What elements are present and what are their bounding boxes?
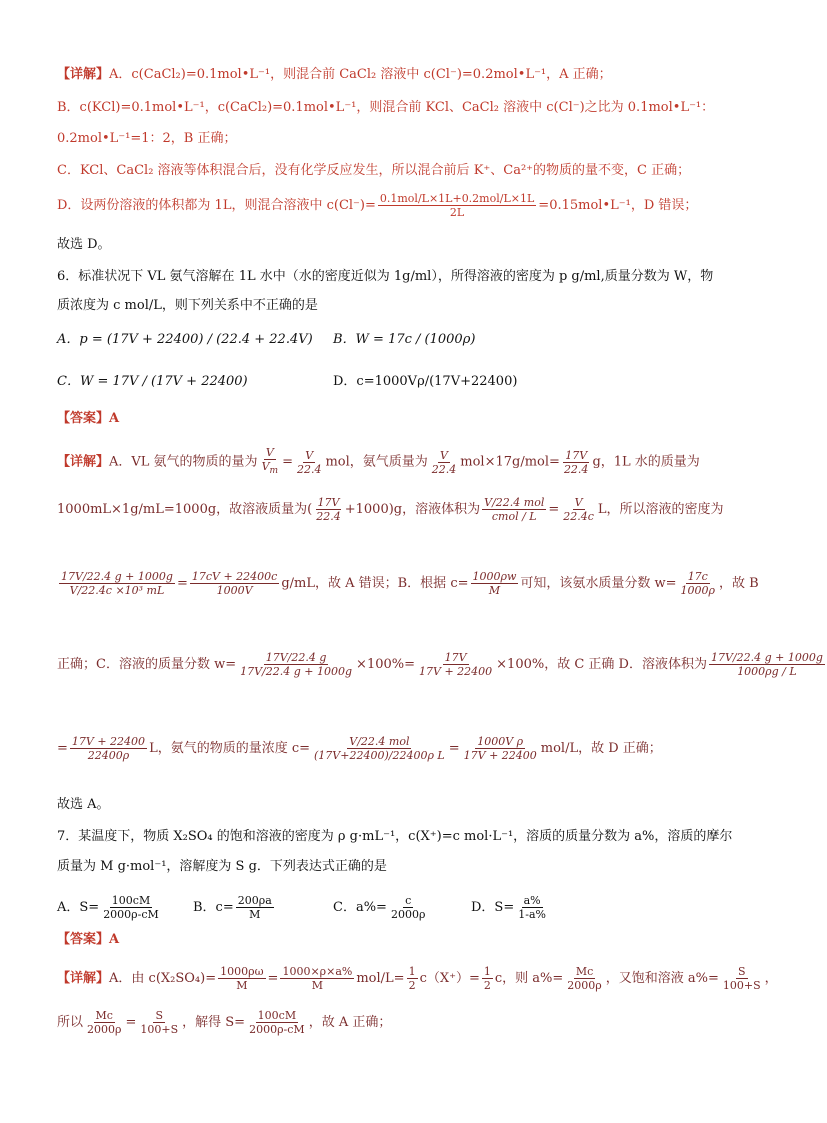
frac-num: 200ρa [237, 894, 272, 907]
text: 所以 [57, 1015, 84, 1030]
q5-line-d-post: =0.15mol•L⁻¹，D 错误； [538, 198, 698, 213]
frac-den: 2000ρ [390, 908, 426, 921]
text: L，氨气的物质的量浓度 c= [149, 741, 311, 756]
text: mol，氨气质量为 [325, 454, 428, 470]
opt-pre: A．S= [57, 900, 100, 915]
fraction: $\frac{S}{100+S}$ [140, 1009, 179, 1036]
opt-pre: B．c= [193, 900, 234, 915]
q6-option-a: A．p = (17V + 22400) / (22.4 + 22.4V) [57, 332, 313, 347]
fraction: $\frac{17V/22.4 g + 1000g}{\text{V/22.4c ×10³ mL}}$ [61, 570, 173, 597]
q6-option-d: D．c=1000Vρ/(17V+22400) [333, 374, 518, 389]
text: mol/L，故 D 正确； [540, 741, 662, 756]
text: +1000)g，溶液体积为 [344, 502, 481, 517]
frac-num: 0.1mol/L×1L+0.2mol/L×1L [379, 192, 535, 205]
q7-option-c [333, 894, 429, 921]
text: g/mL，故 A 错误；B．根据 c= [281, 576, 469, 591]
fraction [236, 894, 274, 921]
q5-line-a-text: A．c(CaCl₂)=0.1mol•L⁻¹，则混合前 CaCl₂ 溶液中 c(Cl⁻)=0.2mol•L⁻¹，A 正确； [109, 67, 612, 82]
q6-option-b: B．W = 17c / (1000ρ) [333, 332, 476, 347]
detail-tag: 【详解】 [57, 67, 110, 82]
fraction: $\frac{17c}{1000\rho}$ [680, 570, 716, 597]
q6-answer: 【答案】A [57, 411, 120, 426]
q7-option-a [57, 894, 163, 921]
fraction: $\frac{17V/22.4 g}{17V/22.4 g + 1000g}$ [240, 651, 353, 678]
text: ，故 B [719, 576, 759, 591]
text: c，则 a%= [494, 971, 564, 986]
fraction: $\frac{V}{22.4}$ [431, 448, 457, 476]
text: ，解得 S= [182, 1015, 246, 1030]
q5-detail-line-d [57, 192, 697, 219]
fraction: $\frac{\text{V/22.4 mol}}{\text{(17V+22400)/22400ρ L}}$ [314, 735, 445, 762]
fraction: $\frac{17V + 22400}{22400\rho}$ [71, 735, 146, 762]
frac-num: 100cM [111, 894, 151, 907]
q6-stem-line2: 质浓度为 c mol/L，则下列关系中不正确的是 [57, 298, 318, 313]
fraction [101, 894, 161, 921]
frac-den: M [249, 908, 261, 921]
text: 正确；C．溶液的质量分数 w= [57, 657, 237, 672]
frac-num: c [405, 894, 412, 907]
q5-detail-line-b1: B．c(KCl)=0.1mol•L⁻¹，c(CaCl₂)=0.1mol•L⁻¹，则混合前 KCl、CaCl₂ 溶液中 c(Cl⁻)之比为 0.1mol•L⁻¹： [57, 100, 715, 115]
fraction: $\frac{Mc}{2000\rho}$ [87, 1009, 122, 1036]
q6-detail-line1: 【详解】A．VL 氨气的物质的量为 $\frac{V}{V_m}$ = $\frac{V}{22.4}$ mol，氨气质量为 $\frac{V}{22.4}$ mol×17g/mol= $\frac{17V}{22.4}$ g，1L 水的质量为 [57, 446, 700, 477]
q5-conclusion: 故选 D。 [57, 237, 111, 252]
fraction [389, 894, 427, 921]
detail-tag: 【详解】 [57, 971, 110, 986]
fraction: $\frac{V}{22.4}$ [296, 448, 322, 476]
q5-detail-line-b2: 0.2mol•L⁻¹=1：2，B 正确； [57, 131, 237, 146]
q7-option-d [471, 894, 550, 921]
q5-fraction [378, 192, 536, 219]
text: L，所以溶液的密度为 [597, 502, 724, 517]
frac-den: 2L [449, 206, 465, 219]
q6-detail-line4 [57, 651, 827, 678]
fraction [516, 894, 548, 921]
fraction: $\frac{17V/22.4 g + 1000g}{1000\rho g / L}$ [710, 651, 823, 678]
text: 可知，该氨水质量分数 w= [520, 576, 677, 591]
opt-pre: C．a%= [333, 900, 387, 915]
q7-option-b [193, 894, 276, 921]
text: ×100%= [356, 657, 415, 672]
text: A．由 c(X₂SO₄)= [109, 971, 217, 986]
fraction: $\frac{17cV + 22400c}{1000V}$ [191, 570, 278, 597]
q5-detail-line-c: C．KCl、CaCl₂ 溶液等体积混合后，没有化学反应发生，所以混合前后 K⁺、Ca²⁺的物质的量不变，C 正确； [57, 163, 691, 178]
q5-line-d-pre: D．设两份溶液的体积都为 1L，则混合溶液中 c(Cl⁻)= [57, 198, 376, 213]
fraction: $\frac{\text{V/22.4 mol}}{\text{cmol / L}}$ [484, 496, 545, 523]
frac-num: a% [523, 894, 541, 907]
fraction: $\frac{17V}{22.4}$ [316, 496, 341, 523]
detail-tag: 【详解】 [57, 454, 110, 470]
fraction: $\frac{V}{22.4c}$ [563, 496, 594, 523]
text: ，故 A 正确； [308, 1015, 392, 1030]
q6-detail-line5: = $\frac{17V + 22400}{22400\rho}$ L，氨气的物质的量浓度 c= $\frac{\text{V/22.4 mol}}{\text{(17V+22400)/22400ρ L}}$ = $\frac{\text{1000V ρ}}{17V + 22400}$ mol/L，故 D 正确； [57, 735, 662, 762]
fraction: $\frac{1}{2}$ [408, 965, 416, 992]
opt-pre: D．S= [471, 900, 515, 915]
q5-detail-line-a [57, 66, 612, 84]
fraction: $\frac{100cM}{2000\rho-cM}$ [249, 1009, 305, 1036]
text: c（X⁺）= [419, 971, 480, 986]
text: ，又饱和溶液 a%= [605, 971, 719, 986]
q6-option-c: C．W = 17V / (17V + 22400) [57, 374, 248, 389]
q7-answer: 【答案】A [57, 932, 120, 947]
q6-detail-line2: 1000mL×1g/mL=1000g，故溶液质量为( $\frac{17V}{22.4}$ +1000)g，溶液体积为 $\frac{\text{V/22.4 mol}}{\text{cmol / L}}$ = $\frac{V}{22.4c}$ L，所以溶液的密度为 [57, 496, 724, 523]
text: mol/L= [356, 971, 405, 986]
fraction: $\frac{\text{1000V ρ}}{17V + 22400}$ [463, 735, 537, 762]
fraction: $\frac{1}{2}$ [483, 965, 491, 992]
fraction: $\frac{V}{V_m}$ [261, 446, 279, 477]
fraction: $\frac{1000\rho\omega}{M}$ [220, 965, 264, 992]
text: ×100%，故 C 正确 D．溶液体积为 [496, 657, 707, 672]
fraction: $\frac{17V}{17V + 22400}$ [419, 651, 493, 678]
q7-stem-line1: 7．某温度下，物质 X₂SO₄ 的饱和溶液的密度为 ρ g·mL⁻¹，c(X⁺)=c mol·L⁻¹，溶质的质量分数为 a%，溶质的摩尔 [57, 829, 733, 844]
frac-den: 2000ρ-cM [103, 908, 159, 921]
q6-conclusion: 故选 A。 [57, 797, 110, 812]
q7-detail-line1: 【详解】A．由 c(X₂SO₄)= $\frac{1000\rho\omega}{M}$ = $\frac{1000\times\rho\times a\%}{M}$ mol/L= $\frac{1}{2}$ c（X⁺）= $\frac{1}{2}$ c，则 a%= $\frac{Mc}{2000\rho}$ ，又饱和溶液 a%= $\frac{S}{100+S}$ ， [57, 965, 778, 992]
fraction: $\frac{17V}{22.4}$ [563, 448, 589, 476]
q6-stem-line1: 6．标准状况下 VL 氨气溶解在 1L 水中（水的密度近似为 1g/ml），所得溶液的密度为 p g/ml,质量分数为 W，物 [57, 269, 714, 284]
q6-detail-line3: $\frac{17V/22.4 g + 1000g}{\text{V/22.4c ×10³ mL}}$ = $\frac{17cV + 22400c}{1000V}$ g/mL，故 A 错误；B．根据 c= $\frac{1000\rho w}{M}$ 可知，该氨水质量分数 w= $\frac{17c}{1000\rho}$ ，故 B [61, 570, 759, 597]
q7-stem-line2: 质量为 M g·mol⁻¹，溶解度为 S g．下列表达式正确的是 [57, 859, 387, 874]
frac-den: 1-a% [518, 908, 546, 921]
fraction: $\frac{1000\times\rho\times a\%}{M}$ [282, 965, 353, 992]
fraction: $\frac{1000\rho w}{M}$ [472, 570, 517, 597]
text: mol×17g/mol= [460, 454, 560, 470]
fraction: $\frac{S}{100+S}$ [722, 965, 761, 992]
text: 1000mL×1g/mL=1000g，故溶液质量为( [57, 502, 313, 517]
q7-detail-line2: 所以 $\frac{Mc}{2000\rho}$ = $\frac{S}{100+S}$ ，解得 S= $\frac{100cM}{2000\rho-cM}$ ，故 A 正确； [57, 1009, 392, 1036]
text: g，1L 水的质量为 [592, 454, 700, 470]
text: A．VL 氨气的物质的量为 [109, 454, 258, 470]
fraction: $\frac{Mc}{2000\rho}$ [567, 965, 602, 992]
